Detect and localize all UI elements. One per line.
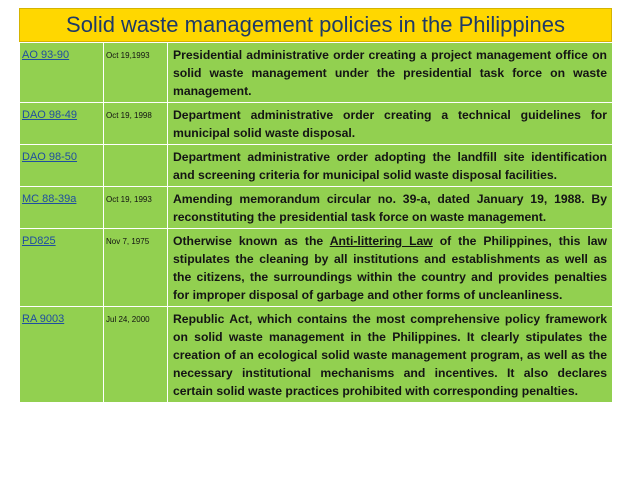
table-row (20, 145, 613, 187)
policy-code-cell (20, 187, 104, 229)
policy-code-link[interactable]: MC 88-39a (22, 193, 77, 205)
table-row (20, 103, 613, 145)
policy-code-cell (20, 103, 104, 145)
policy-date: Nov 7, 1975 (106, 237, 150, 246)
policy-code-link[interactable]: RA 9003 (22, 313, 65, 325)
policy-code-link[interactable]: PD825 (22, 235, 56, 247)
policy-date-cell (104, 43, 168, 103)
slide-title: Solid waste management policies in the Philippines (19, 8, 612, 42)
table-row (20, 307, 613, 403)
policy-description: Department administrative order creating a technical guidelines for municipal solid waste disposal. (173, 108, 607, 140)
policy-description-cell (168, 187, 613, 229)
slide (19, 8, 612, 478)
policy-code-cell (20, 307, 104, 403)
policy-description-cell (168, 103, 613, 145)
policy-date: Jul 24, 2000 (106, 315, 150, 324)
policy-date: Oct 19, 1998 (106, 111, 152, 120)
policy-description: Republic Act, which contains the most comprehensive policy framework on solid waste management in the Philippines. It clearly stipulates the creation of an ecological solid waste management program, as well as the necessary institutional mechanisms and incentives. It also declares certain solid waste practices prohibited with corresponding penalties. (173, 312, 607, 398)
policy-code-cell (20, 43, 104, 103)
anti-littering-law-link[interactable]: Anti-littering Law (329, 234, 433, 248)
policy-code-link[interactable]: DAO 98-49 (22, 109, 78, 121)
policy-description: Amending memorandum circular no. 39-a, dated January 19, 1988. By reconstituting the presidential task force on waste management. (173, 192, 607, 224)
table-row (20, 229, 613, 307)
policy-description: Presidential administrative order creating a project management office on solid waste management under the presidential task force on waste management. (173, 48, 607, 98)
policy-code-cell (20, 229, 104, 307)
policy-date: Oct 19, 1993 (106, 195, 152, 204)
policy-date-cell (104, 145, 168, 187)
policy-code-cell (20, 145, 104, 187)
policy-description-cell (168, 43, 613, 103)
description-text-after: of the Philippines, this law stipulates the cleaning by all institutions and establishments as well as the citizens, the surroundings within the country and provides penalties for improper disposal of garbage and other forms of uncleanliness. (173, 234, 607, 302)
policy-description: Department administrative order adopting the landfill site identification and screening criteria for municipal solid waste disposal facilities. (173, 150, 607, 182)
policy-date-cell (104, 103, 168, 145)
policy-date-cell (104, 307, 168, 403)
policy-date-cell (104, 187, 168, 229)
policy-table (19, 42, 612, 403)
table-row (20, 43, 613, 103)
policy-description-cell (168, 145, 613, 187)
policy-description-cell (168, 307, 613, 403)
table-row (20, 187, 613, 229)
policy-date-cell (104, 229, 168, 307)
policy-date: Oct 19,1993 (106, 51, 150, 60)
description-text-before: Otherwise known as the (173, 234, 330, 248)
policy-description (170, 231, 610, 304)
policy-description-cell (168, 229, 613, 307)
policy-code-link[interactable]: DAO 98-50 (22, 151, 78, 163)
policy-code-link[interactable]: AO 93-90 (22, 49, 70, 61)
